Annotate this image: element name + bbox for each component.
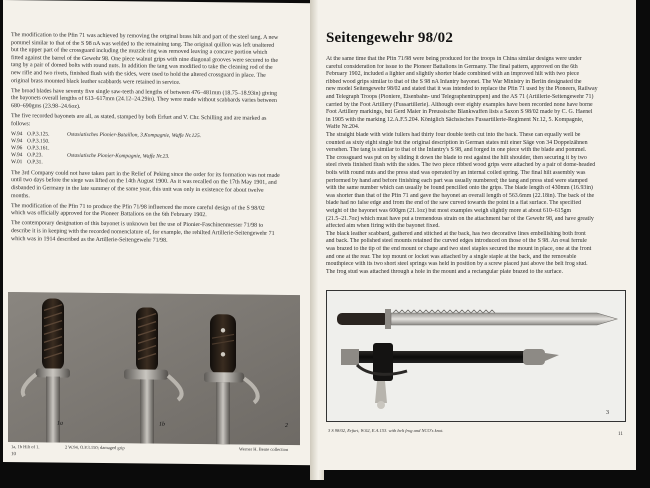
figure-label-2: 2 xyxy=(285,422,288,429)
figure-label-3: 3 xyxy=(606,410,609,416)
text-line: performed by hand and before finishing each part was usually numbered; the tang and press stud were stamped xyxy=(326,177,588,184)
text-line: and Telegraph Troops (Pioniere, Eisenbahn- und Telegraphentruppen) and the AS 71 (Artillerie-Seitengewehr 71) xyxy=(326,94,594,100)
text-line: tang by a pair of domed bolts with round nuts. In addition the tang was modified to take the cleaning rod of the xyxy=(11,62,273,72)
text-line: in 1905 with the marking 12.A.F.5.204. Königlich Sächsisches Fussartillerie-Regiment Nr.12, 5. Kompagnie, xyxy=(326,116,584,123)
right-page xyxy=(318,0,636,470)
left-page xyxy=(3,0,315,465)
text-line: and back. The polished steel mounts retained the curved edges introduced on those of the S 98. An oval ferrule xyxy=(326,238,587,245)
text-line: The frog stud was attached through a hole in the mount and a rectangular plate brazed to the surface. xyxy=(326,268,564,275)
figure-label-1b: 1b xyxy=(159,421,165,428)
text-line: which was in 1914 described as the Artillerie-Seitengewehr 71/98. xyxy=(11,235,168,244)
text-line: The modification to the Pfin 71 was achieved by removing the original brass hilt and part of the steel tang. A new xyxy=(11,32,279,41)
text-line: careful consideration for issue to the Pioneer Battalions in Germany. The final pattern, approved on the 6th xyxy=(326,63,578,70)
text-line: was shorter than that of the Pfin 71 and gave the bayonet an overall length of 563.6mm (22.18in). The back of the xyxy=(326,192,595,199)
text-line: mouthpiece with its two short steel springs was held in position by a screw placed just above the belt frog stud. xyxy=(326,261,588,268)
text-line: steel rivets finished flush with the sides. The two piece ribbed wood grips were attached by a pair of dome-headed xyxy=(326,162,596,169)
hilts-illustration xyxy=(8,292,300,445)
text-line: counted as sixty eight single but the original description in German states mit einer Säge von 34 Doppelzähnen xyxy=(326,139,588,146)
text-line: the bayonets overall lengths of 613–617mm (24.12–24.29in). They were made without scabbards varies between xyxy=(11,95,277,105)
page-number-left: 10 xyxy=(11,452,16,458)
marking-number: O.P.3.150. xyxy=(27,137,50,145)
text-line: months. xyxy=(11,192,30,199)
marking-number: O.P.23. xyxy=(27,151,43,159)
text-line: but the upper part of the crossguard including the muzzle ring was removed leaving a concave portion which xyxy=(11,47,268,56)
marking-number: O.P.3.125. xyxy=(27,130,50,138)
text-line: and one at the rear. The top mount or locket was attached by a single staple at the back, and the removable xyxy=(326,253,577,260)
text-line: original brass mounted black leather scabbards were retained in service. xyxy=(11,77,181,86)
text-line: The modification of the Pfin 71 to produce the Pfin 71/98 influenced the more careful design of the S 98/02 xyxy=(11,202,265,212)
text-line: (21.5–21.7oz) which must have put a tremendous strain on the attachment bar of the Gewehr 98, and have greatly xyxy=(326,215,594,222)
right-caption: 3 S 98/02, Erfurt, W.02, E.A.153. with belt frog and NCO's knot. xyxy=(328,428,444,433)
marking-mark: W.01 xyxy=(11,158,23,165)
text-line: The contemporary designation of this bayonet is unknown but the use of Pionier-Faschinenmesser 71/98 to xyxy=(11,220,264,230)
marking-unit: Ostasiatisches Pionier-Bataillon, 3.Kompagnie, Waffe Nr.125. xyxy=(67,131,202,139)
marking-unit: Ostasiatische Pionier-Kompagnie, Waffe Nr.23. xyxy=(67,152,170,160)
text-line: Foot Artillery markings, but Gerd Maier in Preussische Blankwaffen lists a Saxon S 98/02 made by C. G. Haenel xyxy=(326,109,593,116)
text-line: February 1902, included a lighter and slightly shorter blade combined with an improved hilt with two piece xyxy=(326,71,580,78)
chapter-title: Seitengewehr 98/02 xyxy=(326,30,454,46)
text-line: bolts with round nuts and the press stud was operated by an internal coiled spring. The final hilt assembly was xyxy=(326,170,586,176)
text-line: describe it is in keeping with the recorded nomenclature of, for example, the rehilted Artillerie-Seitengewehr 71 xyxy=(11,227,275,237)
left-text-block-1 xyxy=(3,0,315,127)
text-line: disbanded in Germany in the late summer of the same year, this unit was only in existence for about twelve xyxy=(11,184,264,194)
text-line: ribbed wood grips similar to that of the S 98 nA Infantry bayonet. The War Ministry in Berlin designated the xyxy=(326,78,582,85)
left-caption-1: 1a, 1b Hilt of 1. xyxy=(11,444,40,450)
left-caption-2: 2 W.94, O.P.3.150; damaged grip xyxy=(65,444,125,451)
figure-label-1a: 1a xyxy=(57,420,63,427)
page-number-right: 11 xyxy=(618,432,623,437)
text-line: with the same number which can usually be found pencilled onto the grips. The blade length of 430mm (16.93in) xyxy=(326,185,593,192)
text-line: until two days before the siege was lifted on the 14th August 1900. As it was recalled on the 17th May 1901, and xyxy=(11,177,277,187)
text-line: new model Seitengewehr 98/02 and stated that it was intended to replace the Pfin 71 used by the Pioneers, Railway xyxy=(326,86,598,93)
photo-credit: Werner H. Bente collection xyxy=(239,446,289,452)
hilts-photo xyxy=(8,292,300,445)
text-line: fitted against the barrel of the Gewehr 98. One piece walnut grips with nine diagonal grooves were secured to the xyxy=(11,54,278,64)
marking-mark: W.96 xyxy=(11,144,23,151)
text-line: The straight blade with wide fullers had thirty four double teeth cut into the back. These can equally well be xyxy=(326,132,581,138)
text-line: The black leather scabbard, gathered and stitched at the back, has two decorative lines embellishing both front xyxy=(326,230,586,237)
text-line: was brazed to the tip of the end mount or chape and two steel staples secured the mount in place, one at the front xyxy=(326,246,592,252)
text-line: At the same time that the Pfin 71/98 were being produced for the troops in China similar designs were under xyxy=(326,56,582,62)
text-line: blade had no false edge and from the end of the saw curved towards the point in a flat surface. The specified xyxy=(326,200,582,207)
marking-mark: W.94 xyxy=(11,130,23,137)
text-line: which was officially approved for the Pioneer Battalions on the 6th February 1902. xyxy=(11,210,207,219)
text-line: The five recorded bayonets are all, as stated, stamped by both Erfurt and V. Chr. Schilling and are marked as xyxy=(11,113,267,122)
text-line: The crossguard was put on by sliding it down the blade to rest against the hilt shoulder, then securing it by two xyxy=(326,154,587,161)
bayonet-photo xyxy=(326,290,626,422)
marking-mark: W.94 xyxy=(11,137,23,144)
text-line: pommel similar to that of the S 98 nA was welded to the remaining tang. The original quillon was left unaltered xyxy=(11,39,275,49)
text-line: weight of the bayonet was 600gm (21.1oz) but most examples weigh slightly more at about 610–615gm xyxy=(326,208,572,214)
text-line: The broad blades have seventy five single saw-teeth and lengths of between 476–481mm (18.75–18.93in) giving xyxy=(11,87,277,97)
text-line: follows: xyxy=(11,120,31,127)
text-line: 680–690gms (23.98–24.6oz). xyxy=(11,102,81,110)
text-line: new rifle and two rivets, finished flush with the sides, were used to hold the altered crossguard in place. The xyxy=(11,70,266,79)
text-line: Waffe Nr.204. xyxy=(326,124,360,131)
text-line: carried by the Foot Artillery (Fussartillerie). Although over eighty examples have been recorded none have borne xyxy=(326,101,593,108)
bayonet-illustration xyxy=(327,291,625,421)
marking-mark: W.94 xyxy=(11,151,23,158)
marking-number: O.P.3.161. xyxy=(27,144,50,152)
marking-number: O.P.31. xyxy=(27,158,43,166)
text-line: versehen. The tang is similar to that of the Infantry's S 98, and forged in one piece with the blade and pommel. xyxy=(326,147,587,154)
text-line: affected aim when firing with the bayonet fixed. xyxy=(326,223,440,230)
text-line: The 3rd Company could not have taken part in the Relief of Peking since the order for its formation was not made xyxy=(11,169,280,179)
